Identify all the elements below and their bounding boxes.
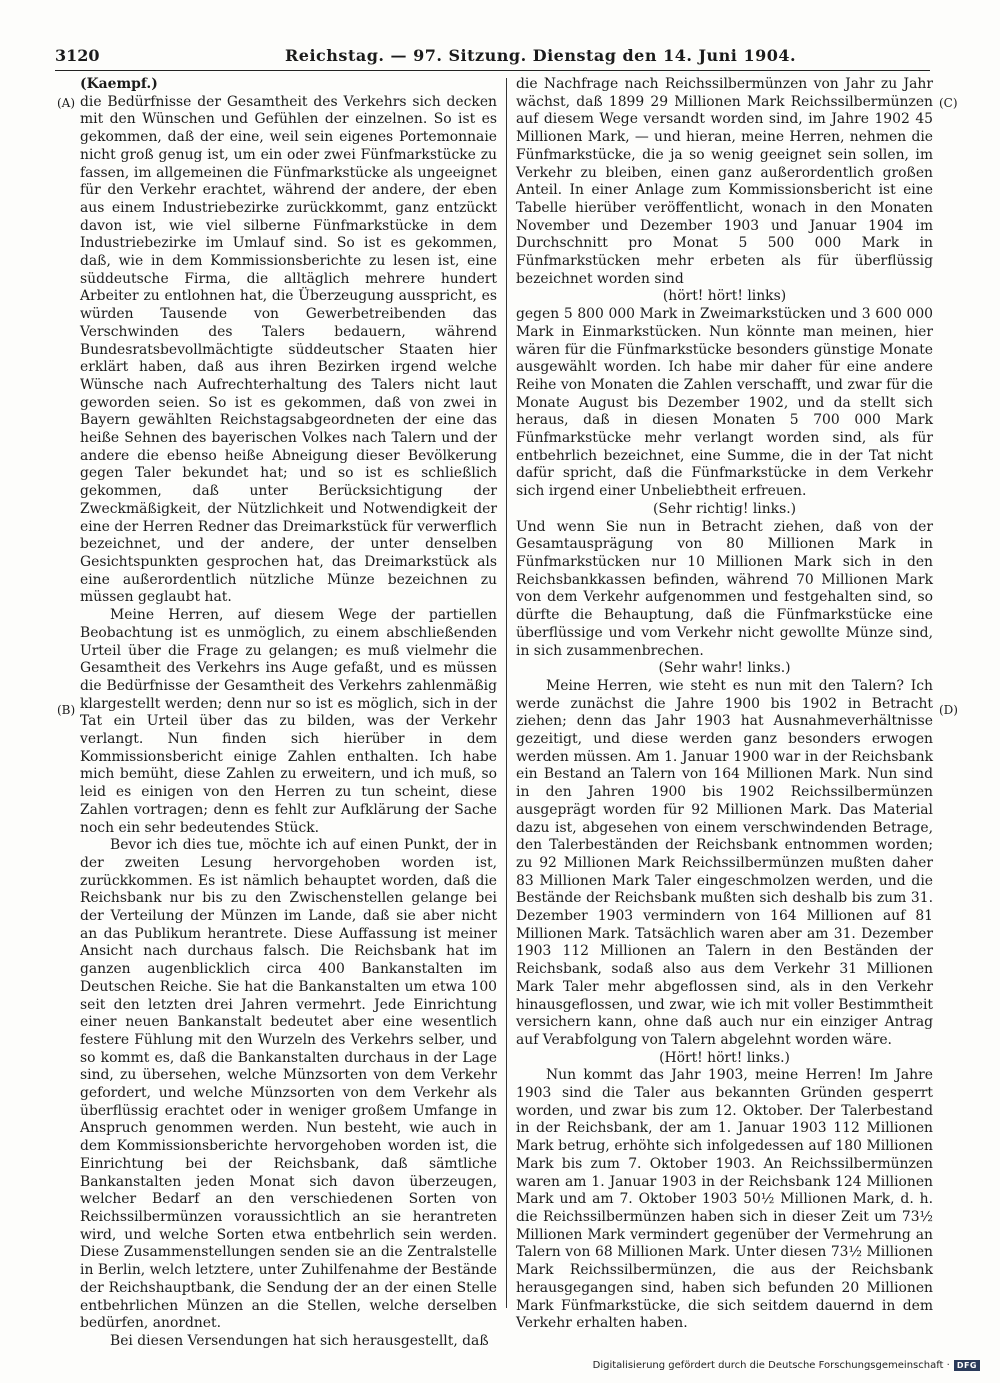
running-header xyxy=(55,44,930,71)
paragraph: Bevor ich dies tue, möchte ich auf einen Punkt, der in der zweiten Lesung hervorgehoben worden ist, zurückkommen. Es ist nämlich behauptet worden, daß die Reichsbank nur bis zu den Zwischenstellen gelange bei der Verteilung der Münzen im Lande, daß sie aber nicht an das Publikum herantrete. Diese Auffassung ist meiner Ansicht nach durchaus falsch. Die Reichsbank hat im ganzen augenblicklich circa 400 Bankanstalten im Deutschen Reiche. Sie hat die Bankanstalten um etwa 100 seit den letzten drei Jahren vermehrt. Jede Einrichtung einer neuen Bankanstalt bedeutet aber eine wesentlich festere Fühlung mit den Wurzeln des Verkehrs selber, und so kommt es, daß die Bankanstalten durchaus in der Lage sind, zu übersehen, welche Münzsorten von dem Verkehr gefordert, und welche Münzsorten von dem Verkehr als überflüssig erachtet oder in weniger großem Umfange in Anspruch genommen werden. Nun besteht, wie auch in dem Kommissionsberichte hervorgehoben worden ist, die Einrichtung bei der Reichsbank, daß sämtliche Bankanstalten jeden Monat sich davon überzeugen, welcher Bedarf an den verschiedenen Sorten von Reichssilbermünzen voraussichtlich an sie herantreten wird, und welche Sorten etwa entbehrlich sein werden. Diese Zusammenstellungen senden sie an die Zentralstelle in Berlin, welch letztere, unter Zuhilfenahme der Bestände der Reichshauptbank, die Sendung der an der einen Stelle entbehrlichen Münzen an die Stellen, welche derselben bedürfen, anordnet. xyxy=(80,837,497,1332)
right-column xyxy=(516,76,933,1332)
paragraph: die Nachfrage nach Reichssilbermünzen von Jahr zu Jahr wächst, daß 1899 29 Millionen Mark Reichssilbermünzen auf diesem Wege versandt worden sind, im Jahre 1902 45 Millionen Mark, — und hieran, meine Herren, nehmen die Fünfmarkstücke, die ja so wenig geeignet sein sollen, im Verkehr zu bleiben, einen ganz außerordentlich großen Anteil. In einer Anlage zum Kommissionsbericht ist eine Tabelle hierüber veröffentlicht, wonach in den Monaten November und Dezember 1903 und Januar 1904 im Durchschnitt pro Monat 5 500 000 Mark in Fünfmarkstücken mehr erbeten als für überflüssig bezeichnet worden sind xyxy=(516,76,933,287)
page-number: 3120 xyxy=(55,46,100,65)
paragraph: Nun kommt das Jahr 1903, meine Herren! Im Jahre 1903 sind die Taler aus bekannten Gründen gesperrt worden, und zwar bis zum 12. Oktober. Der Talerbestand in der Reichsbank, der am 1. Januar 1903 112 Millionen Mark betrug, erhöhte sich infolgedessen auf 180 Millionen Mark bis zum 7. Oktober 1903. An Reichssilbermünzen waren am 1. Januar 1903 in der Reichsbank 124 Millionen Mark und am 7. Oktober 1903 50½ Millionen Mark, d. h. die Reichssilbermünzen haben sich in dieser Zeit um 73½ Millionen Mark vermindert gegenüber der Vermehrung an Talern von 68 Millionen Mark. Unter diesen 73½ Millionen Mark Reichssilbermünzen, die aus der Reichsbank herausgegangen sind, haben sich befunden 20 Millionen Mark Fünfmarkstücke, die sich seitdem dauernd in dem Verkehr erhalten haben. xyxy=(516,1067,933,1332)
paragraph: Meine Herren, auf diesem Wege der partiellen Beobachtung ist es unmöglich, zu einem abschließenden Urteil über die Frage zu gelangen; es muß vielmehr die Gesamtheit des Verkehrs ins Auge gefaßt, und es müssen die Bedürfnisse der Gesamtheit des Verkehrs zahlenmäßig klargestellt werden; denn nur so ist es möglich, sich in der Tat ein Urteil über das zu bilden, was der Verkehr verlangt. Nun finden sich hierüber in dem Kommissionsbericht einige Zahlen enthalten. Ich habe mich bemüht, diese Zahlen zu erweitern, und ich muß, so leid es einigen von den Herren zu tun scheint, diese Zahlen vortragen; denn es fehlt zur Aufklärung der Sache noch ein sehr bedeutendes Stück. xyxy=(80,607,497,836)
paragraph: Bei diesen Versendungen hat sich herausgestellt, daß xyxy=(110,1332,489,1349)
running-title: Reichstag. — 97. Sitzung. Dienstag den 14. Juni 1904. xyxy=(285,46,797,65)
footer-text: Digitalisierung gefördert durch die Deutsche Forschungsgemeinschaft · xyxy=(592,1360,950,1371)
margin-mark-d: (D) xyxy=(939,703,958,717)
digitization-footer xyxy=(593,1360,980,1371)
interjection: (hört! hört! links) xyxy=(662,288,787,305)
paragraph: die Bedürfnisse der Gesamtheit des Verkehrs sich decken mit den Wünschen und Gefühlen der einzelnen. So ist es gekommen, daß der eine, weil sein eigenes Portemonnaie nicht groß genug ist, um ein oder zwei Fünfmarkstücke zu fassen, im allgemeinen die Fünfmarkstücke als ungeeignet für den Verkehr erachtet, während der andere, der eben aus einem Industriebezirke zurückkommt, ganz entzückt davon ist, wie viel silberne Fünfmarkstücke in dem Industriebezirke im Umlauf sind. So ist es gekommen, daß, wie in dem Kommissionsberichte zu lesen ist, eine süddeutsche Firma, die alltäglich mehrere hundert Arbeiter zu entlohnen hat, die Überzeugung ausspricht, es würden Tausende von Gewerbetreibenden das Verschwinden des Talers bedauern, während Bundesratsbevollmächtigte süddeutscher Staaten hier erklärt haben, daß aus ihren Bezirken irgend welche Wünsche nach Aufrechterhaltung des Talers nicht laut geworden seien. So ist es gekommen, daß von zwei in Bayern gewählten Reichstagsabgeordneten der eine das heiße Sehnen des bayerischen Volkes nach Talern und der andere die ebenso heiße Abneigung dieser Bevölkerung gegen Taler bekundet hat; und so ist es schließlich gekommen, daß unter Berücksichtigung der Zweckmäßigkeit, der Nützlichkeit und Notwendigkeit der eine der Herren Redner das Dreimarkstück für verwerflich bezeichnet, und der andere, der unter denselben Gesichtspunkten gesprochen hat, das Dreimarkstück als eine außerordentlich nützliche Münze bezeichnen zu müssen geglaubt hat. xyxy=(80,93,497,606)
dfg-logo-icon: DFG xyxy=(954,1360,980,1371)
column-divider xyxy=(506,78,507,1308)
interjection: (Hört! hört! links.) xyxy=(659,1049,790,1066)
margin-mark-b: (B) xyxy=(57,703,76,717)
margin-mark-c: (C) xyxy=(939,96,958,110)
speaker-name: (Kaempf.) xyxy=(80,76,158,92)
margin-mark-a: (A) xyxy=(57,96,76,110)
left-column xyxy=(80,76,497,1349)
paragraph: gegen 5 800 000 Mark in Zweimarkstücken und 3 600 000 Mark in Einmarkstücken. Nun könnte man meinen, hier wären für die Fünfmarkstücke besonders günstige Monate ausgewählt worden. Ich habe mir daher für eine andere Reihe von Monaten die Zahlen verschafft, und zwar für die Monate August bis Dezember 1902, und da stellt sich heraus, daß in diesen Monaten 5 700 000 Mark Fünfmarkstücke mehr verlangt worden sind, als für entbehrlich bezeichnet, eine Summe, die in der Tat nicht dafür spricht, daß die Fünfmarkstücke in dem Verkehr sich irgend einer Unbeliebtheit erfreuen. xyxy=(516,306,933,500)
paragraph: Meine Herren, wie steht es nun mit den Talern? Ich werde zunächst die Jahre 1900 bis 1902 in Betracht ziehen; denn das Jahr 1903 hat Ausnahmeverhältnisse gezeitigt, und diese werden ganz besonders erwogen werden müssen. Am 1. Januar 1900 war in der Reichsbank ein Bestand an Talern von 164 Millionen Mark. Nun sind in den Jahren 1900 bis 1902 Reichssilbermünzen ausgeprägt worden für 92 Millionen Mark. Das Material dazu ist, abgesehen von einem verschwindenden Betrage, den Talerbeständen der Reichsbank entnommen worden; zu 92 Millionen Mark Reichssilbermünzen mußten daher 83 Millionen Mark Taler eingeschmolzen werden, und die Bestände der Reichsbank mußten sich deshalb bis zum 31. Dezember 1903 vermindern von 164 Millionen auf 81 Millionen Mark. Tatsächlich waren aber am 31. Dezember 1903 112 Millionen an Talern in den Beständen der Reichsbank, sodaß also aus dem Verkehr 31 Millionen Mark Taler mehr abgeflossen sind, als in den Verkehr hinausgeflossen, und zwar, wie ich mit voller Bestimmtheit versichern kann, ohne daß auch nur ein einziger Antrag auf Verabfolgung von Talern abgelehnt worden wäre. xyxy=(516,677,933,1048)
interjection: (Sehr richtig! links.) xyxy=(652,500,797,517)
paragraph: Und wenn Sie nun in Betracht ziehen, daß von der Gesamtausprägung von 80 Millionen Mark in Fünfmarkstücken nur 10 Millionen Mark sich in den Reichsbankkassen befinden, während 70 Millionen Mark von dem Verkehr aufgenommen und festgehalten sind, so dürfte die Behauptung, daß die Fünfmarkstücke eine überflüssige und vom Verkehr nicht gewollte Münze sind, in sich zusammenbrechen. xyxy=(516,518,933,659)
interjection: (Sehr wahr! links.) xyxy=(658,660,791,677)
